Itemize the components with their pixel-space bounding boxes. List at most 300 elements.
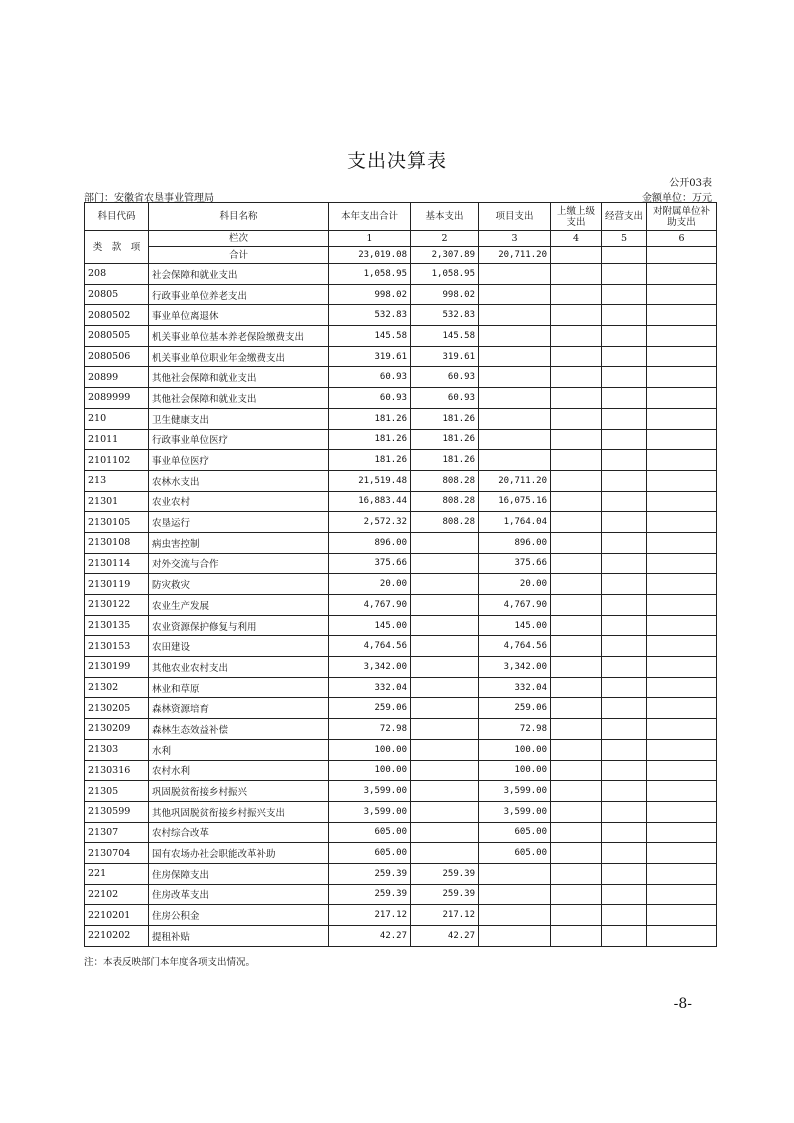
row-code: 210 [85,408,149,429]
row-name: 住房保障支出 [149,863,329,884]
table-row [85,408,717,429]
header-class: 类 [92,241,103,253]
header-operating: 经营支出 [602,203,647,231]
row-basic: 60.93 [411,388,479,409]
row-upper [551,532,602,553]
row-code: 2130209 [85,719,149,740]
row-name: 卫生健康支出 [149,408,329,429]
row-name: 农垦运行 [149,512,329,533]
table-note: 注：本表反映部门本年度各项支出情况。 [84,957,256,968]
department-label: 部门：安徽省农垦事业管理局 [84,193,214,204]
row-code: 2080505 [85,326,149,347]
row-code: 2130205 [85,698,149,719]
row-subsidiary [647,284,717,305]
row-name: 机关事业单位基本养老保险缴费支出 [149,326,329,347]
row-total: 532.83 [329,305,411,326]
row-name: 农林水支出 [149,470,329,491]
row-operating [602,657,647,678]
row-subsidiary [647,677,717,698]
row-total: 896.00 [329,532,411,553]
row-project [479,408,551,429]
row-code: 2130316 [85,760,149,781]
row-project [479,863,551,884]
row-upper [551,574,602,595]
row-subsidiary [647,636,717,657]
row-operating [602,346,647,367]
row-project: 605.00 [479,822,551,843]
total-total: 23,019.08 [329,247,411,264]
row-name: 农业农村 [149,491,329,512]
header-lanci: 栏次 [149,231,329,247]
row-name: 农村综合改革 [149,822,329,843]
header-col4: 4 [551,231,602,247]
row-subsidiary [647,264,717,285]
row-basic [411,532,479,553]
row-upper [551,284,602,305]
row-name: 防灾救灾 [149,574,329,595]
row-total: 72.98 [329,719,411,740]
row-name: 其他社会保障和就业支出 [149,367,329,388]
row-project: 3,599.00 [479,801,551,822]
row-basic [411,657,479,678]
row-code: 20805 [85,284,149,305]
row-total: 181.26 [329,408,411,429]
row-code: 22102 [85,884,149,905]
row-basic: 60.93 [411,367,479,388]
row-total: 259.06 [329,698,411,719]
header-name: 科目名称 [149,203,329,231]
row-name: 住房公积金 [149,905,329,926]
row-total: 375.66 [329,553,411,574]
row-upper [551,491,602,512]
table-row [85,553,717,574]
row-basic [411,843,479,864]
row-upper [551,264,602,285]
row-basic: 808.28 [411,512,479,533]
row-project: 4,764.56 [479,636,551,657]
form-code-label: 公开03表 [669,178,712,189]
header-section: 款 [111,241,122,253]
row-upper [551,739,602,760]
row-operating [602,450,647,471]
row-total: 181.26 [329,450,411,471]
row-upper [551,843,602,864]
table-row [85,574,717,595]
row-operating [602,408,647,429]
row-upper [551,822,602,843]
row-upper [551,470,602,491]
row-upper [551,326,602,347]
header-item: 项 [130,241,141,253]
row-subsidiary [647,326,717,347]
row-code: 2210202 [85,926,149,947]
header-col6: 6 [647,231,717,247]
total-project: 20,711.20 [479,247,551,264]
table-row [85,429,717,450]
row-project: 72.98 [479,719,551,740]
row-project: 100.00 [479,739,551,760]
row-total: 4,764.56 [329,636,411,657]
row-basic: 181.26 [411,429,479,450]
row-operating [602,553,647,574]
row-operating [602,574,647,595]
unit-label: 金额单位：万元 [642,193,712,204]
row-project [479,326,551,347]
row-code: 2080506 [85,346,149,367]
row-basic: 145.58 [411,326,479,347]
row-project: 20,711.20 [479,470,551,491]
row-name: 农田建设 [149,636,329,657]
row-code: 208 [85,264,149,285]
row-project: 145.00 [479,615,551,636]
row-basic [411,553,479,574]
row-operating [602,719,647,740]
row-name: 其他社会保障和就业支出 [149,388,329,409]
row-operating [602,264,647,285]
table-row [85,512,717,533]
row-subsidiary [647,388,717,409]
row-operating [602,677,647,698]
table-row [85,863,717,884]
row-code: 21307 [85,822,149,843]
row-name: 病虫害控制 [149,532,329,553]
row-subsidiary [647,532,717,553]
row-total: 319.61 [329,346,411,367]
row-project: 3,599.00 [479,781,551,802]
header-class-section-item [85,231,149,264]
row-project: 1,764.04 [479,512,551,533]
table-row [85,657,717,678]
header-col1: 1 [329,231,411,247]
row-code: 21305 [85,781,149,802]
row-total: 2,572.32 [329,512,411,533]
row-basic [411,595,479,616]
row-name: 社会保障和就业支出 [149,264,329,285]
row-subsidiary [647,615,717,636]
row-upper [551,305,602,326]
row-subsidiary [647,657,717,678]
table-row [85,595,717,616]
row-name: 行政事业单位养老支出 [149,284,329,305]
row-basic [411,719,479,740]
total-operating [602,247,647,264]
row-subsidiary [647,843,717,864]
table-row [85,470,717,491]
table-row [85,926,717,947]
row-total: 100.00 [329,760,411,781]
row-code: 2130135 [85,615,149,636]
row-subsidiary [647,739,717,760]
row-upper [551,615,602,636]
row-code: 20899 [85,367,149,388]
row-total: 60.93 [329,367,411,388]
row-operating [602,801,647,822]
row-upper [551,781,602,802]
row-project: 896.00 [479,532,551,553]
row-project [479,346,551,367]
header-subsidiary: 对附属单位补助支出 [647,203,717,231]
row-code: 2130153 [85,636,149,657]
row-name: 事业单位医疗 [149,450,329,471]
row-code: 2130108 [85,532,149,553]
row-code: 2130599 [85,801,149,822]
row-name: 国有农场办社会职能改革补助 [149,843,329,864]
row-total: 259.39 [329,863,411,884]
row-operating [602,470,647,491]
row-subsidiary [647,491,717,512]
row-project [479,926,551,947]
row-basic [411,615,479,636]
row-basic [411,801,479,822]
row-total: 60.93 [329,388,411,409]
row-subsidiary [647,346,717,367]
row-upper [551,346,602,367]
row-code: 21303 [85,739,149,760]
row-operating [602,491,647,512]
table-row [85,615,717,636]
row-upper [551,367,602,388]
table-row [85,450,717,471]
row-code: 2080502 [85,305,149,326]
row-project: 3,342.00 [479,657,551,678]
table-row [85,905,717,926]
row-code: 21301 [85,491,149,512]
total-basic: 2,307.89 [411,247,479,264]
row-subsidiary [647,905,717,926]
table-row [85,491,717,512]
row-name: 农村水利 [149,760,329,781]
row-project [479,284,551,305]
row-basic [411,781,479,802]
header-col5: 5 [602,231,647,247]
row-project [479,429,551,450]
table-row [85,305,717,326]
row-basic: 181.26 [411,408,479,429]
total-subsidiary [647,247,717,264]
table-row [85,326,717,347]
row-upper [551,595,602,616]
row-subsidiary [647,760,717,781]
table-row [85,801,717,822]
row-basic: 998.02 [411,284,479,305]
row-code: 21011 [85,429,149,450]
row-project: 4,767.90 [479,595,551,616]
table-row [85,636,717,657]
row-upper [551,863,602,884]
row-basic: 259.39 [411,884,479,905]
row-code: 2130704 [85,843,149,864]
row-operating [602,615,647,636]
header-project: 项目支出 [479,203,551,231]
row-total: 605.00 [329,843,411,864]
row-subsidiary [647,595,717,616]
table-row [85,739,717,760]
row-operating [602,512,647,533]
row-basic: 808.28 [411,470,479,491]
row-code: 2130105 [85,512,149,533]
row-basic [411,739,479,760]
row-basic [411,677,479,698]
row-basic [411,760,479,781]
row-operating [602,739,647,760]
row-project [479,264,551,285]
row-code: 213 [85,470,149,491]
row-project [479,388,551,409]
row-upper [551,388,602,409]
row-name: 林业和草原 [149,677,329,698]
row-subsidiary [647,305,717,326]
row-project: 375.66 [479,553,551,574]
row-basic: 532.83 [411,305,479,326]
table-row [85,264,717,285]
row-total: 145.00 [329,615,411,636]
row-operating [602,781,647,802]
row-subsidiary [647,574,717,595]
row-subsidiary [647,408,717,429]
row-total: 217.12 [329,905,411,926]
row-total: 1,058.95 [329,264,411,285]
row-name: 提租补贴 [149,926,329,947]
row-name: 农业资源保护修复与利用 [149,615,329,636]
row-name: 其他农业农村支出 [149,657,329,678]
row-subsidiary [647,553,717,574]
row-subsidiary [647,429,717,450]
table-body [85,264,717,947]
row-basic: 808.28 [411,491,479,512]
row-basic: 42.27 [411,926,479,947]
row-total: 3,599.00 [329,801,411,822]
row-operating [602,532,647,553]
table-row [85,284,717,305]
table-row [85,698,717,719]
row-upper [551,512,602,533]
table-row [85,760,717,781]
row-name: 对外交流与合作 [149,553,329,574]
row-upper [551,657,602,678]
row-code: 2101102 [85,450,149,471]
row-basic [411,636,479,657]
row-upper [551,553,602,574]
row-subsidiary [647,719,717,740]
row-total: 332.04 [329,677,411,698]
total-label: 合计 [149,247,329,264]
row-subsidiary [647,926,717,947]
row-name: 事业单位离退休 [149,305,329,326]
row-operating [602,284,647,305]
row-total: 181.26 [329,429,411,450]
row-operating [602,698,647,719]
row-total: 16,883.44 [329,491,411,512]
row-upper [551,408,602,429]
row-total: 998.02 [329,284,411,305]
row-upper [551,450,602,471]
row-basic: 259.39 [411,863,479,884]
row-name: 森林资源培育 [149,698,329,719]
row-subsidiary [647,801,717,822]
header-total: 本年支出合计 [329,203,411,231]
row-subsidiary [647,822,717,843]
row-project: 605.00 [479,843,551,864]
header-col2: 2 [411,231,479,247]
row-upper [551,698,602,719]
table-row [85,532,717,553]
row-upper [551,719,602,740]
table-row [85,388,717,409]
row-code: 2130119 [85,574,149,595]
row-operating [602,760,647,781]
row-basic: 217.12 [411,905,479,926]
row-operating [602,822,647,843]
row-upper [551,677,602,698]
header-code: 科目代码 [85,203,149,231]
row-project [479,884,551,905]
table-row [85,781,717,802]
row-operating [602,429,647,450]
total-upper [551,247,602,264]
row-basic: 319.61 [411,346,479,367]
row-operating [602,388,647,409]
row-subsidiary [647,367,717,388]
row-project [479,305,551,326]
page-title: 支出决算表 [346,150,447,172]
row-code: 21302 [85,677,149,698]
row-operating [602,863,647,884]
row-basic [411,698,479,719]
row-operating [602,326,647,347]
row-subsidiary [647,884,717,905]
row-code: 2210201 [85,905,149,926]
row-total: 4,767.90 [329,595,411,616]
row-project: 16,075.16 [479,491,551,512]
row-code: 2089999 [85,388,149,409]
row-project: 332.04 [479,677,551,698]
row-project: 259.06 [479,698,551,719]
row-code: 221 [85,863,149,884]
row-project: 100.00 [479,760,551,781]
row-total: 145.58 [329,326,411,347]
row-subsidiary [647,863,717,884]
expenditure-table [84,202,717,947]
row-total: 259.39 [329,884,411,905]
row-name: 机关事业单位职业年金缴费支出 [149,346,329,367]
row-upper [551,801,602,822]
row-operating [602,367,647,388]
row-operating [602,636,647,657]
table-row [85,719,717,740]
row-subsidiary [647,450,717,471]
table-row [85,346,717,367]
row-name: 森林生态效益补偿 [149,719,329,740]
row-total: 21,519.48 [329,470,411,491]
row-operating [602,305,647,326]
table-row [85,822,717,843]
row-operating [602,884,647,905]
row-subsidiary [647,470,717,491]
row-basic [411,822,479,843]
row-operating [602,926,647,947]
row-subsidiary [647,781,717,802]
row-name: 农业生产发展 [149,595,329,616]
row-total: 605.00 [329,822,411,843]
row-name: 水利 [149,739,329,760]
row-subsidiary [647,512,717,533]
row-code: 2130114 [85,553,149,574]
row-upper [551,429,602,450]
row-name: 其他巩固脱贫衔接乡村振兴支出 [149,801,329,822]
row-total: 100.00 [329,739,411,760]
row-name: 巩固脱贫衔接乡村振兴 [149,781,329,802]
row-project [479,450,551,471]
